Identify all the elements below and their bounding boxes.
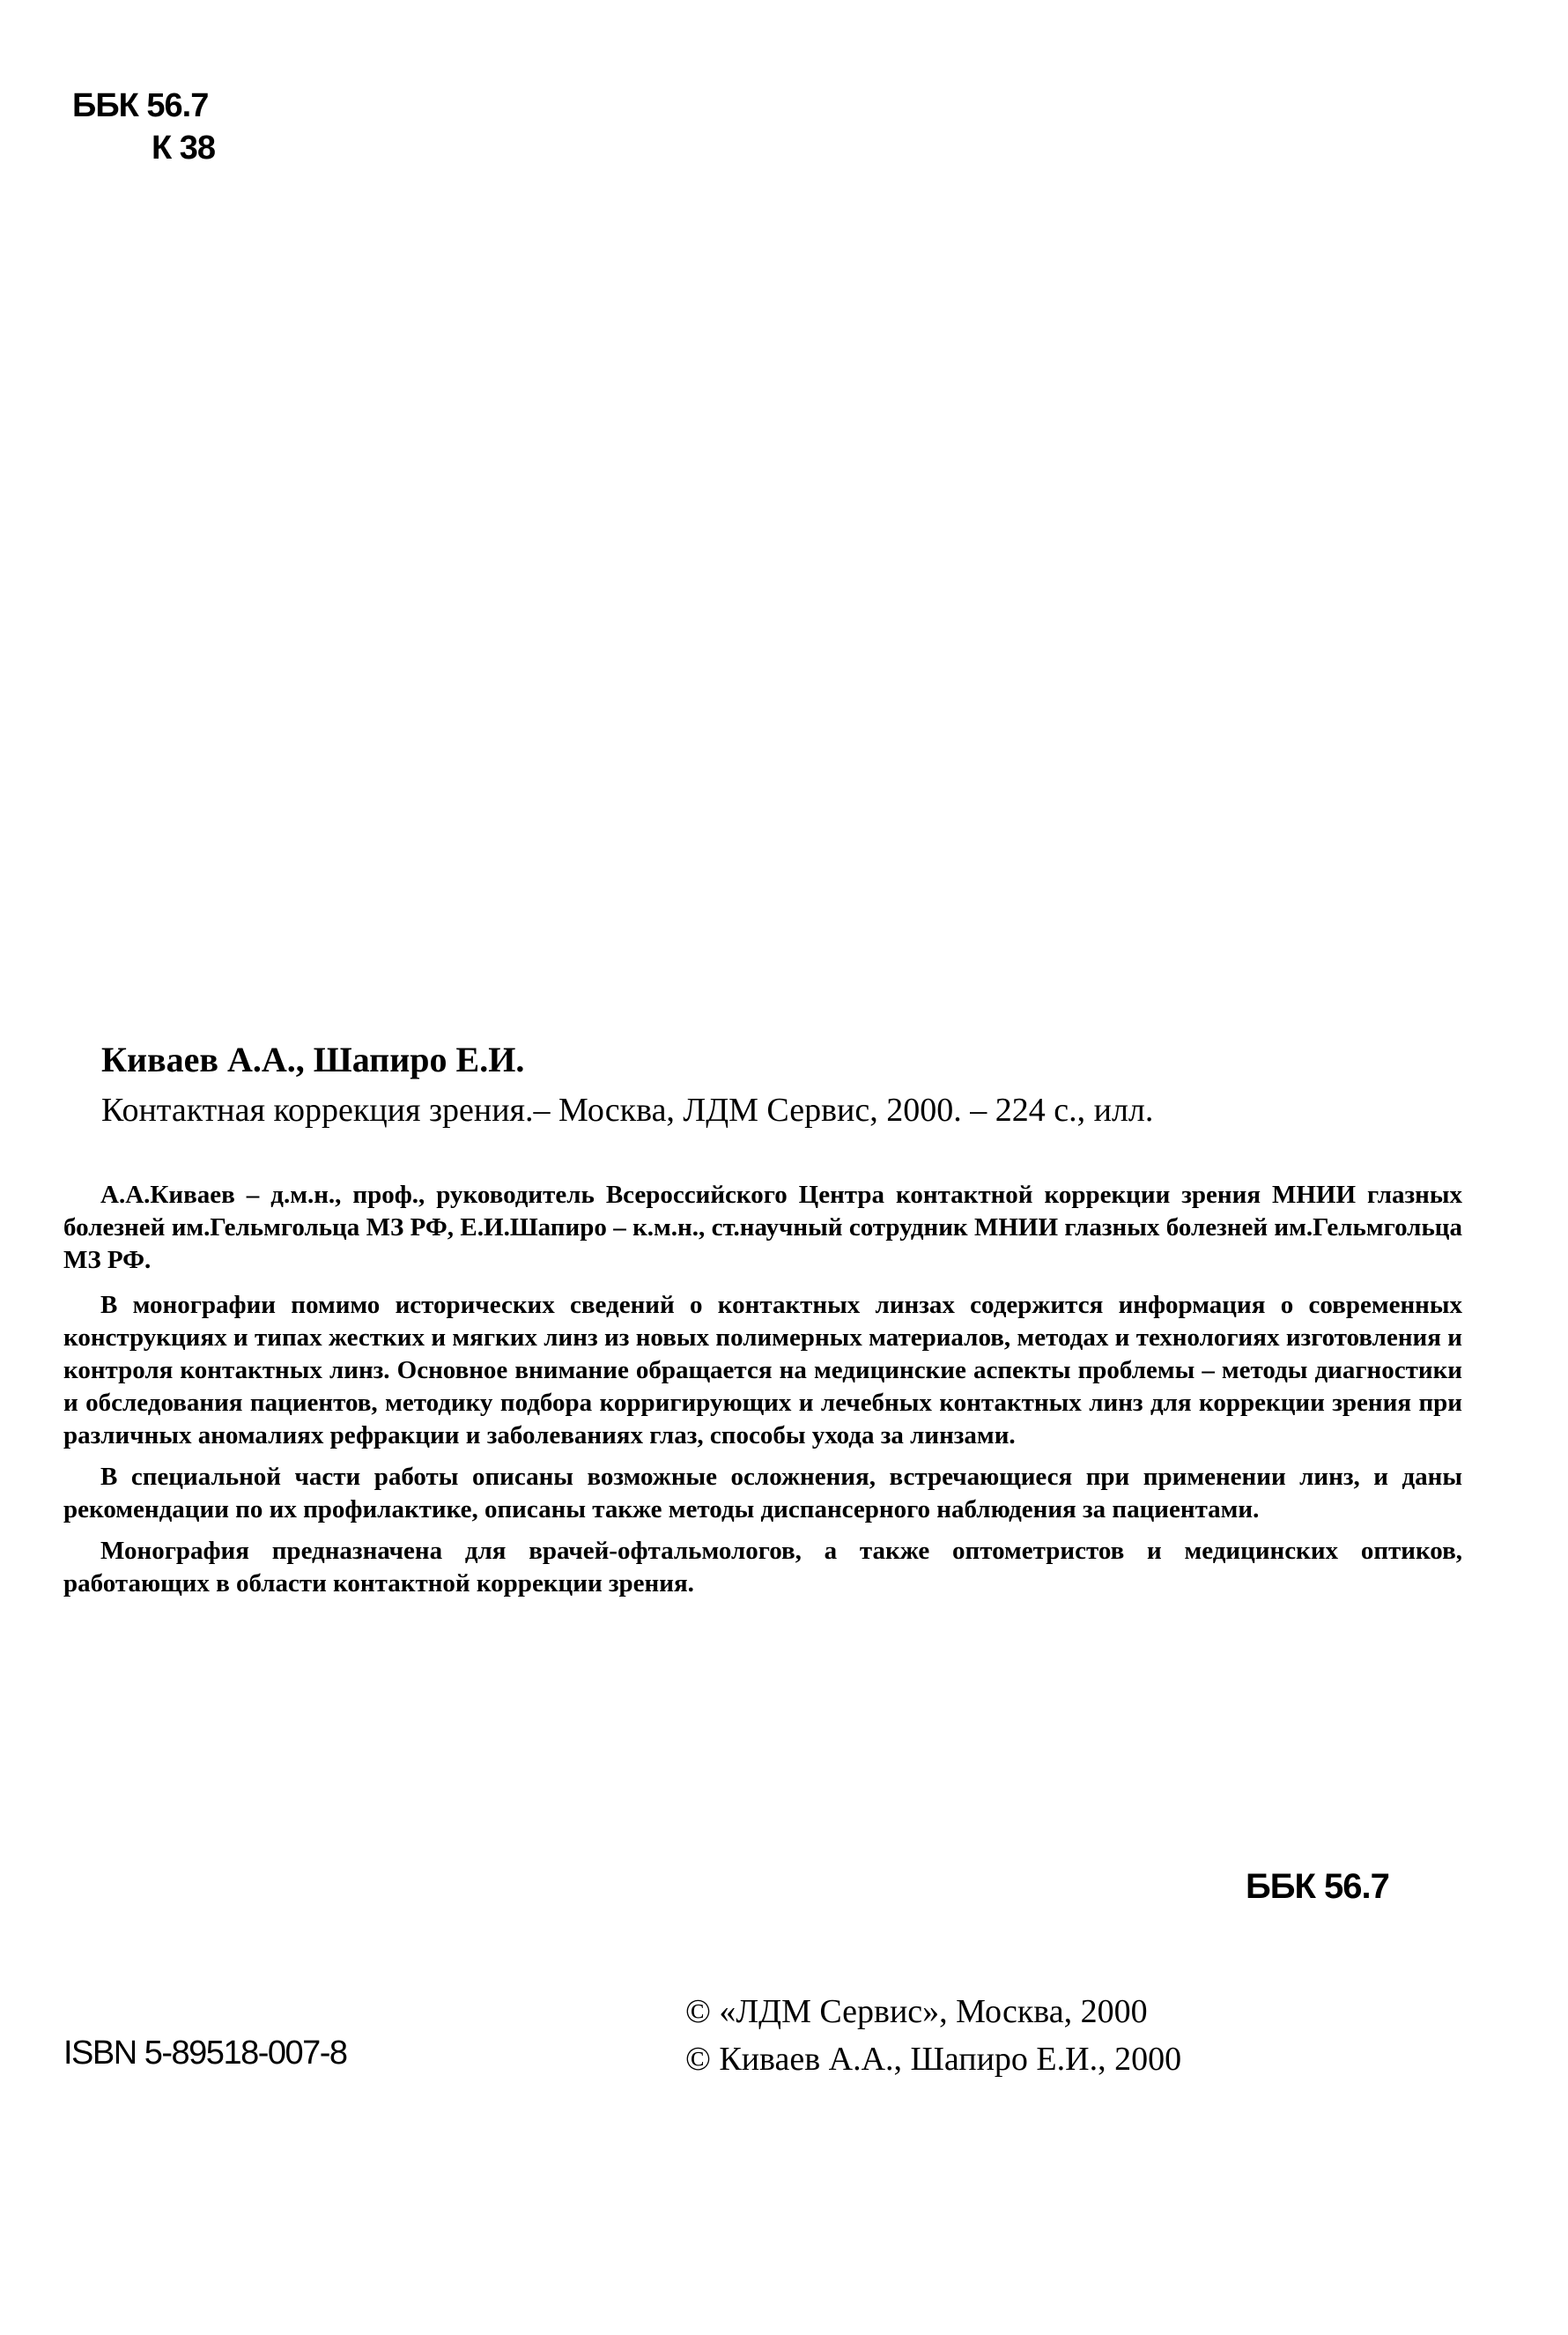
copyright-block [685, 1988, 1181, 2083]
abstract [63, 1179, 1462, 1609]
copyright-authors: © Киваев А.А., Шапиро Е.И., 2000 [685, 2041, 1182, 2078]
abstract-paragraph: В специальной части работы описаны возможные осложнения, встречающиеся при применении линз, и даны рекомендации по их профилактике, описаны также методы диспансерного наблюдения за пациентами. [63, 1463, 1462, 1523]
citation-authors: Киваев А.А., Шапиро Е.И. [101, 1040, 525, 1079]
citation-block [101, 1038, 1476, 1135]
abstract-paragraph: Монография предназначена для врачей-офтальмологов, а также оптометристов и медицинских оптиков, работающих в области контактной коррекции зрения. [63, 1537, 1462, 1597]
abstract-paragraph: В монографии помимо исторических сведений о контактных линзах содержится информация о современных конструкциях и типах жестких и мягких линз из новых полимерных материалов, методах и технологиях изготовления и контроля контактных линз. Основное внимание обращается на медицинские аспекты проблемы – методы диагностики и обследования пациентов, методику подбора корригирующих и лечебных контактных линз для коррекции зрения при различных аномалиях рефракции и заболеваниях глаз, способы ухода за линзами. [63, 1291, 1462, 1449]
author-mark: К 38 [152, 130, 216, 167]
copyright-publisher: © «ЛДМ Сервис», Москва, 2000 [685, 1993, 1148, 2030]
isbn: ISBN 5-89518-007-8 [63, 2035, 347, 2072]
author-info: А.А.Киваев – д.м.н., проф., руководитель Всероссийского Центра контактной коррекции зрения МНИИ глазных болезней им.Гельмгольца МЗ РФ, Е.И.Шапиро – к.м.н., ст.научный сотрудник МНИИ глазных болезней им.Гельмгольца МЗ РФ. [63, 1181, 1462, 1274]
citation-title: Контактная коррекция зрения.– Москва, ЛДМ Сервис, 2000. – 224 с., илл. [101, 1092, 1154, 1129]
bbk-code-footer: ББК 56.7 [1246, 1867, 1389, 1906]
classification-block [72, 85, 215, 169]
bbk-code: ББК 56.7 [72, 87, 209, 124]
